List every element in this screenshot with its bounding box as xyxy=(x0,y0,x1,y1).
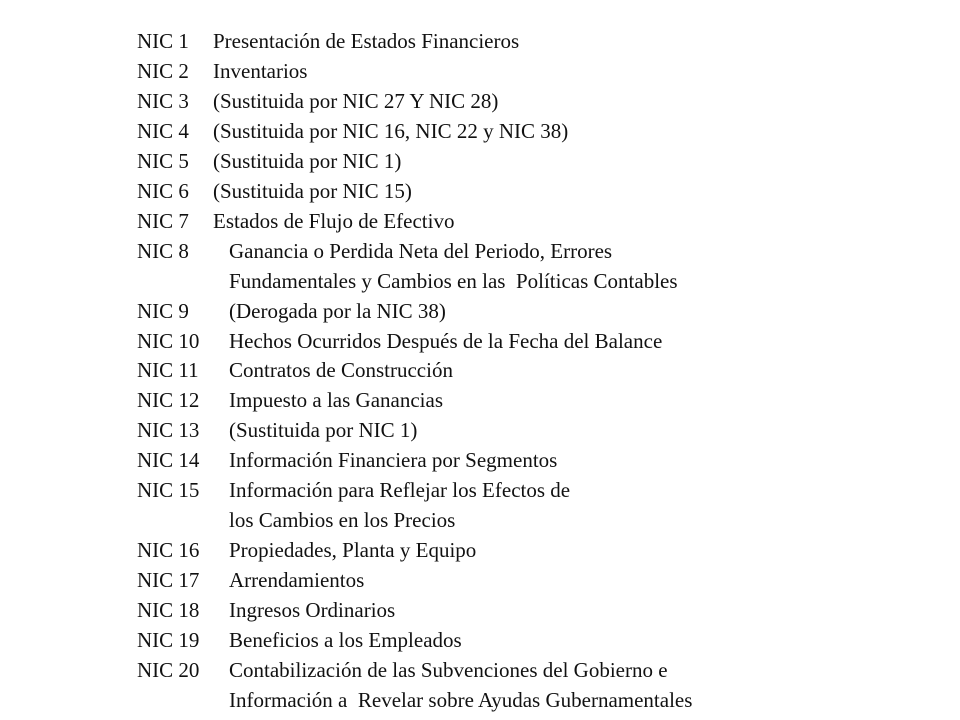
standard-code: NIC 2 xyxy=(137,58,189,83)
standard-title xyxy=(229,536,476,566)
list-item xyxy=(137,237,937,297)
title-line: Fundamentales y Cambios en las Políticas Contables xyxy=(229,268,678,293)
standard-title xyxy=(213,27,519,57)
list-item xyxy=(137,626,937,656)
title-line: (Sustituida por NIC 1) xyxy=(229,418,418,443)
list-item xyxy=(137,566,937,596)
title-line: los Cambios en los Precios xyxy=(229,508,456,533)
list-item xyxy=(137,656,937,716)
standard-code: NIC 17 xyxy=(137,568,200,593)
list-item xyxy=(137,386,937,416)
standard-code: NIC 16 xyxy=(137,538,200,563)
standard-title xyxy=(229,386,443,416)
standard-code: NIC 11 xyxy=(137,358,199,383)
list-item xyxy=(137,87,937,117)
nic-standards-list xyxy=(137,27,937,716)
standard-code: NIC 4 xyxy=(137,118,189,143)
standard-title xyxy=(213,87,498,117)
standard-title xyxy=(229,476,570,536)
list-item xyxy=(137,207,937,237)
title-line: Información Financiera por Segmentos xyxy=(229,448,558,473)
list-item xyxy=(137,57,937,87)
standard-title xyxy=(229,327,662,357)
title-line: Información para Reflejar los Efectos de xyxy=(229,478,571,503)
standard-code: NIC 3 xyxy=(137,88,189,113)
standard-title xyxy=(213,207,454,237)
list-item xyxy=(137,356,937,386)
list-item xyxy=(137,446,937,476)
standard-title xyxy=(213,147,401,177)
title-line: (Sustituida por NIC 1) xyxy=(213,148,402,173)
standard-code: NIC 8 xyxy=(137,238,189,263)
standard-title xyxy=(229,356,453,386)
list-item xyxy=(137,177,937,207)
title-line: Propiedades, Planta y Equipo xyxy=(229,538,477,563)
list-item xyxy=(137,117,937,147)
standard-code: NIC 10 xyxy=(137,328,200,353)
standard-code: NIC 9 xyxy=(137,298,189,323)
title-line: (Sustituida por NIC 15) xyxy=(213,178,412,203)
standard-code: NIC 15 xyxy=(137,478,200,503)
title-line: Arrendamientos xyxy=(229,568,365,593)
title-line: Ganancia o Perdida Neta del Periodo, Errores xyxy=(229,238,613,263)
standard-code: NIC 14 xyxy=(137,448,200,473)
list-item xyxy=(137,476,937,536)
standard-code: NIC 1 xyxy=(137,29,189,53)
standard-title xyxy=(213,177,412,207)
title-line: (Derogada por la NIC 38) xyxy=(229,298,446,323)
list-item xyxy=(137,596,937,626)
title-line: Contabilización de las Subvenciones del Gobierno e xyxy=(229,658,668,683)
standard-title xyxy=(219,656,692,716)
title-line: (Sustituida por NIC 16, NIC 22 y NIC 38) xyxy=(213,118,569,143)
title-line: Estados de Flujo de Efectivo xyxy=(213,208,455,233)
standard-code: NIC 12 xyxy=(137,388,200,413)
list-item xyxy=(137,327,937,357)
standard-code: NIC 19 xyxy=(137,628,200,653)
standard-title xyxy=(229,626,462,656)
standard-code: NIC 7 xyxy=(137,208,189,233)
title-line: Impuesto a las Ganancias xyxy=(229,388,444,413)
list-item xyxy=(137,27,937,57)
standard-title xyxy=(213,117,568,147)
standard-title xyxy=(229,566,364,596)
title-line: Hechos Ocurridos Después de la Fecha del Balance xyxy=(229,328,663,353)
standard-title xyxy=(229,297,446,327)
standard-code: NIC 18 xyxy=(137,598,200,623)
title-line: Contratos de Construcción xyxy=(229,358,453,383)
list-item xyxy=(137,297,937,327)
title-line: (Sustituida por NIC 27 Y NIC 28) xyxy=(213,88,499,113)
standard-code: NIC 5 xyxy=(137,148,189,173)
title-line: Presentación de Estados Financieros xyxy=(213,29,520,53)
standard-title xyxy=(229,446,557,476)
list-item xyxy=(137,416,937,446)
standard-code: NIC 6 xyxy=(137,178,189,203)
list-item xyxy=(137,147,937,177)
standard-code: NIC 13 xyxy=(137,418,200,443)
standard-title xyxy=(229,237,678,297)
title-line: Información a Revelar sobre Ayudas Gubernamentales xyxy=(229,687,693,712)
list-item xyxy=(137,536,937,566)
title-line: Inventarios xyxy=(213,58,308,83)
title-line: Beneficios a los Empleados xyxy=(229,628,462,653)
standard-title xyxy=(213,57,307,87)
title-line: Ingresos Ordinarios xyxy=(229,598,396,623)
standard-title xyxy=(229,596,395,626)
standard-title xyxy=(229,416,417,446)
standard-code: NIC 20 xyxy=(137,658,200,683)
